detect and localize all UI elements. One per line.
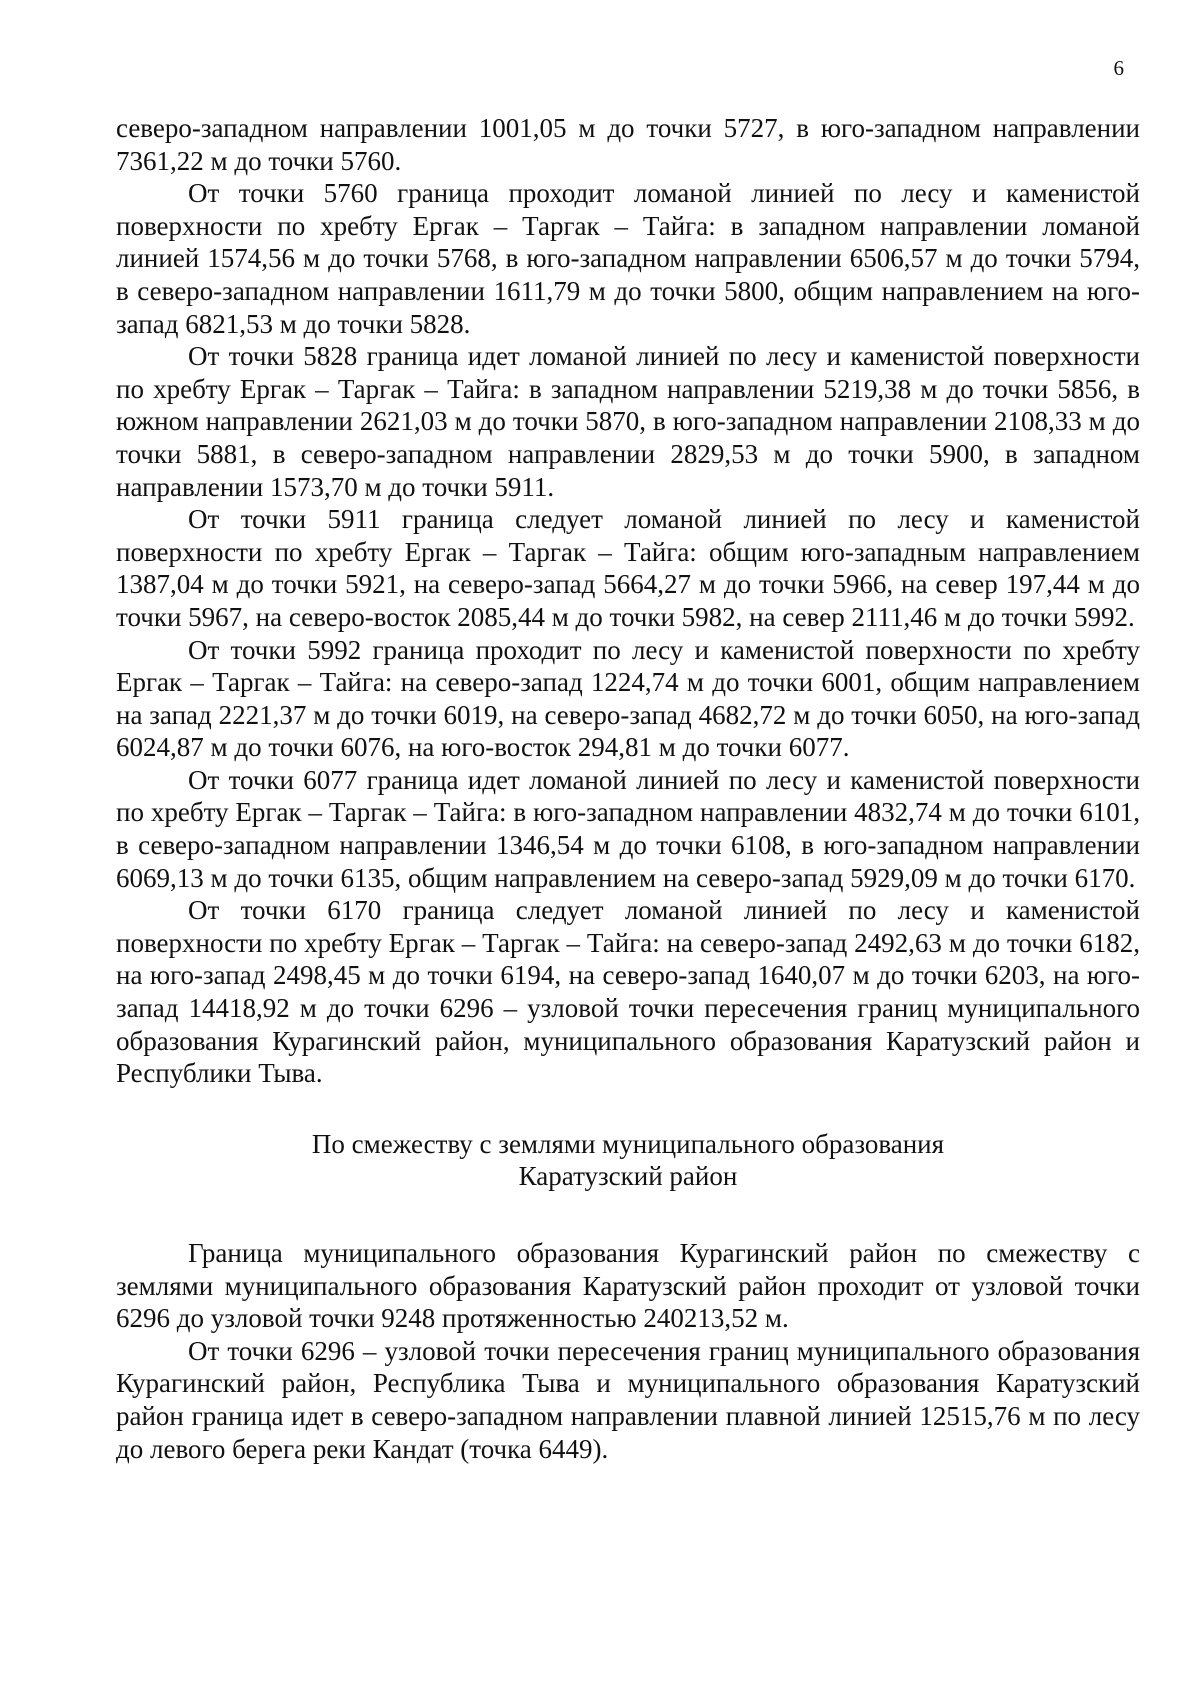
paragraph-point-6170: От точки 6170 граница следует ломаной линией по лесу и каменистой поверхности по хребту Ергак – Таргак – Тайга: на северо-запад 2492,63 м до точки 6182, на юго-запад 2498,45 м до точки 6194, на северо-запад 1640,07 м до точки 6203, на юго-запад 14418,92 м до точки 6296 – узловой точки пересечения границ муниципального образования Курагинский район, муниципального образования Каратузский район и Республики Тыва. — [116, 895, 1140, 1089]
paragraph-point-6296: От точки 6296 – узловой точки пересечения границ муниципального образования Курагинский район, Республика Тыва и муниципального образования Каратузский район граница идет в северо-западном направлении плавной линией 12515,76 м по лесу до левого берега реки Кандат (точка 6449). — [116, 1335, 1140, 1464]
section-heading-line-1: По смежеству с землями муниципального образования — [311, 1128, 945, 1159]
section-heading — [116, 1128, 1140, 1193]
paragraph-point-6077: От точки 6077 граница идет ломаной линией по лесу и каменистой поверхности по хребту Ергак – Таргак – Тайга: в юго-западном направлении 4832,74 м до точки 6101, в северо-западном направлении 1346,54 м до точки 6108, в юго-западном направлении 6069,13 м до точки 6135, общим направлением на северо-запад 5929,09 м до точки 6170. — [116, 764, 1140, 893]
paragraph-point-5911: От точки 5911 граница следует ломаной линией по лесу и каменистой поверхности по хребту Ергак – Таргак – Тайга: общим юго-западным направлением 1387,04 м до точки 5921, на северо-запад 5664,27 м до точки 5966, на север 197,44 м до точки 5967, на северо-восток 2085,44 м до точки 5982, на север 2111,46 м до точки 5992. — [116, 504, 1140, 632]
document-body — [116, 112, 1140, 1465]
section-heading-line-2: Каратузский район — [518, 1161, 738, 1192]
paragraph-point-5992: От точки 5992 граница проходит по лесу и каменистой поверхности по хребту Ергак – Таргак – Тайга: на северо-запад 1224,74 м до точки 6001, общим направлением на запад 2221,37 м до точки 6019, на северо-запад 4682,72 м до точки 6050, на юго-запад 6024,87 м до точки 6076, на юго-восток 294,81 м до точки 6077. — [116, 634, 1140, 763]
page-number: 6 — [1113, 56, 1124, 80]
paragraph-boundary-summary: Граница муниципального образования Курагинский район по смежеству с землями муниципального образования Каратузский район проходит от узловой точки 6296 до узловой точки 9248 протяженностью 240213,52 м. — [116, 1238, 1140, 1334]
paragraph-point-5828: От точки 5828 граница идет ломаной линией по лесу и каменистой поверхности по хребту Ергак – Таргак – Тайга: в западном направлении 5219,38 м до точки 5856, в южном направлении 2621,03 м до точки 5870, в юго-западном направлении 2108,33 м до точки 5881, в северо-западном направлении 2829,53 м до точки 5900, в западном направлении 1573,70 м до точки 5911. — [116, 341, 1140, 502]
paragraph-point-5760: От точки 5760 граница проходит ломаной линией по лесу и каменистой поверхности по хребту Ергак – Таргак – Тайга: в западном направлении ломаной линией 1574,56 м до точки 5768, в юго-западном направлении 6506,57 м до точки 5794, в северо-западном направлении 1611,79 м до точки 5800, общим направлением на юго-запад 6821,53 м до точки 5828. — [116, 178, 1140, 339]
paragraph-continuation: северо-западном направлении 1001,05 м до точки 5727, в юго-западном направлении 7361,22 м до точки 5760. — [116, 113, 1140, 176]
